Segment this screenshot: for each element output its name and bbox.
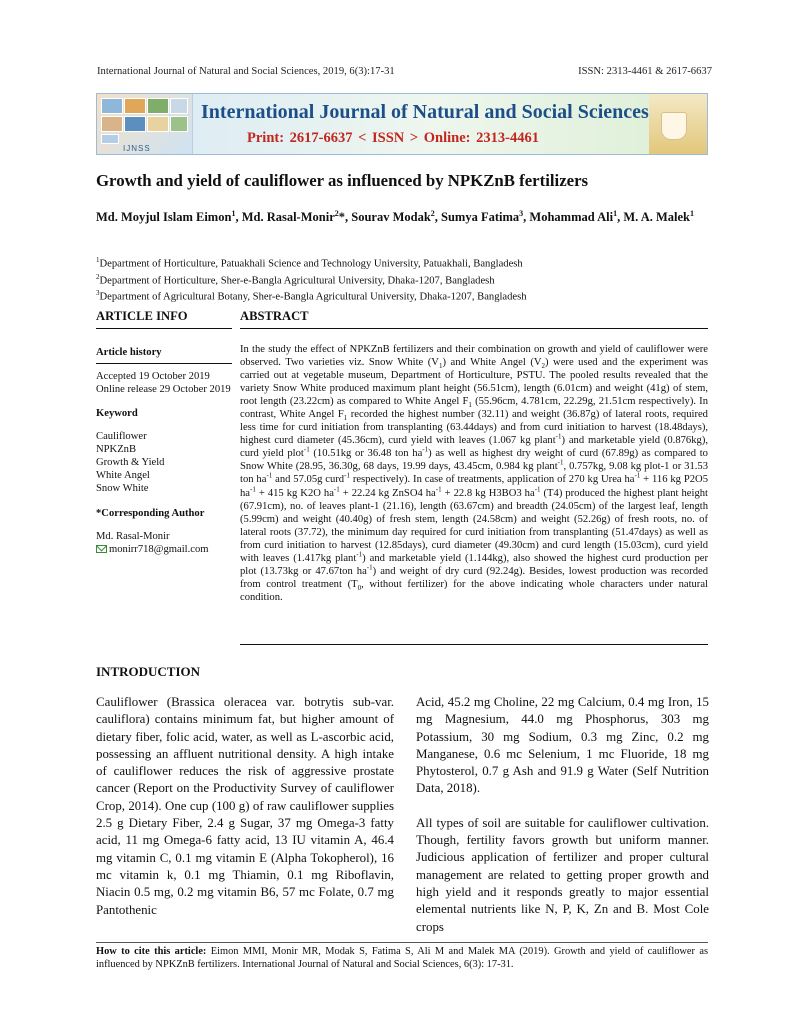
banner-title: International Journal of Natural and Social Sciences xyxy=(201,101,649,123)
article-info-panel xyxy=(96,346,234,556)
corresponding-author-email[interactable]: monirr718@gmail.com xyxy=(109,544,209,555)
keyword-item: Cauliflower xyxy=(96,431,147,442)
running-header-left: International Journal of Natural and Social Sciences, 2019, 6(3):17-31 xyxy=(97,66,395,77)
keyword-item: NPKZnB xyxy=(96,444,137,455)
author-name: Sumya Fatima xyxy=(441,210,520,225)
citation-label: How to cite this article: xyxy=(96,946,207,957)
author-affiliation-mark: 1 xyxy=(613,209,618,218)
divider xyxy=(96,328,232,329)
author-name: Mohammad Ali xyxy=(529,210,614,225)
author-name: M. A. Malek xyxy=(623,210,691,225)
affiliation-item: $^2$Department of Horticulture, Sher-e-Bangla Agricultural University, Dhaka-1207, Bangladesh xyxy=(96,272,495,287)
paragraph: All types of soil are suitable for cauliflower cultivation. Though, fertility favors growth but uniform manner. Judicious application of fertilizer and proper cultural management are related to getting proper growth and high yield and it responds greatly to major essential elemental nutrients like N, P, K, Zn and B. Most Cole crops xyxy=(416,815,709,934)
author-affiliation-mark: 2 xyxy=(430,209,435,218)
divider xyxy=(96,363,232,364)
keyword-item: Growth & Yield xyxy=(96,457,165,468)
divider xyxy=(240,328,708,329)
banner-issn-line: Print: 2617-6637 < ISSN > Online: 2313-4461 xyxy=(247,130,539,146)
author-affiliation-mark: 3 xyxy=(519,209,524,218)
author-affiliation-mark: 2 xyxy=(334,209,339,218)
introduction-heading: INTRODUCTION xyxy=(96,664,201,679)
author-affiliation-mark: 1 xyxy=(690,209,695,218)
author-list: Md. Moyjul Islam Eimon$^1$, Md. Rasal-Monir$^2$*, Sourav Modak$^2$, Sumya Fatima$^3$, Mohammad Ali$^1$, M. A. Malek$^1$ xyxy=(96,209,695,225)
footer-divider xyxy=(96,942,708,943)
journal-logo-collage xyxy=(97,94,193,154)
accepted-date: Accepted 19 October 2019 xyxy=(96,371,210,382)
divider xyxy=(240,644,708,645)
article-history-heading: Article history xyxy=(96,347,162,358)
affiliation-item: $^1$Department of Horticulture, Patuakhali Science and Technology University, Patuakhali, Bangladesh xyxy=(96,256,523,270)
online-release-date: Online release 29 October 2019 xyxy=(96,384,231,395)
author-affiliation-mark: 1 xyxy=(231,209,236,218)
article-info-heading: ARTICLE INFO xyxy=(96,309,188,323)
email-icon xyxy=(96,545,107,553)
running-header-right: ISSN: 2313-4461 & 2617-6637 xyxy=(578,66,712,77)
corresponding-author-name: Md. Rasal-Monir xyxy=(96,531,170,542)
author-name: Sourav Modak xyxy=(351,210,431,225)
corresponding-author-heading: *Corresponding Author xyxy=(96,508,205,519)
keyword-heading: Keyword xyxy=(96,408,138,419)
author-name: Md. Moyjul Islam Eimon xyxy=(96,210,232,225)
citation-footer xyxy=(96,945,708,971)
introduction-right-column xyxy=(416,694,709,936)
paragraph: Acid, 45.2 mg Choline, 22 mg Calcium, 0.4 mg Iron, 15 mg Magnesium, 44.0 mg Phosphorus, 303 mg Potassium, 30 mg Sodium, 0.3 mg Zinc, 0.2 mg Manganese, 0.6 mc Selenium, 1 mc Fluoride, 18 mg Phytosterol, 0.7 g Ash and 91.9 g Water (Self Nutrition Data, 2018). xyxy=(416,695,709,796)
affiliation-item: $^3$Department of Agricultural Botany, Sher-e-Bangla Agricultural University, Dhaka-1207, Bangladesh xyxy=(96,289,527,303)
citation-text: Eimon MMI, Monir MR, Modak S, Fatima S, Ali M and Malek MA (2019). Growth and yield of cauliflower as influenced by NPKZnB fertilizers. International Journal of Natural and Social Sciences, 6(3): 17-31. xyxy=(96,946,709,970)
introduction-left-column xyxy=(96,694,394,919)
paragraph: Cauliflower (Brassica oleracea var. botrytis sub-var. cauliflora) contains minimum fat, but higher amount of dietary fiber, folic acid, water, as well as L-ascorbic acid, possessing an affluent nutritional density. A high intake of cauliflower reduces the risk of aggressive prostate cancer (Report on the Productivity Survey of cauliflower Crop, 2014). One cup (100 g) of raw cauliflower supplies 2.5 g Dietary Fiber, 2.4 g Sugar, 37 mg Omega-3 fatty acid, 11 mg Omega-6 fatty acid, 13 IU vitamin A, 46.4 mg vitamin C, 0.1 mg vitamin E (Alpha Tokopherol), 16 mc vitamin k, 0.1 mg Thiamin, 0.1 mg Riboflavin, Niacin 0.5 mg, 0.2 mg vitamin B6, 57 mc Folate, 0.7 mg Pantothenic xyxy=(96,695,394,917)
keyword-item: Snow White xyxy=(96,483,149,494)
affiliation-list xyxy=(96,254,716,304)
banner-food-image xyxy=(649,94,707,154)
journal-banner xyxy=(96,93,708,155)
corresponding-author-email-row xyxy=(96,543,234,556)
abstract-body: In the study the effect of NPKZnB fertilizers and their combination on growth and yield of cauliflower were observed. Two varieties viz. Snow White $(V_1)$ and White Angel $(V_2)$ were used and the experiment was carried out at vegetable museum, Department of Horticulture, PSTU. The pooled results revealed that the variety Snow White produced maximum plant height (56.51cm), length (6.01cm) and weight (41g) of stem, root length (23.22cm) as compared to White Angel $F_1$ (55.96cm, 4.781cm, 22.29g, 21.51cm respectively). In contrast, White Angel $F_1$ recorded the highest number (32.11) and weight (36.87g) of lateral roots, required less time for curd initiation from transplanting (63.44days) and from curd initiation to harvest (18.48days), highest curd diameter (45.36cm), curd yield with leaves (1.067 kg plant$^{-1}$) and marketable yield (0.876kg), curd yield plot$^{-1}$ (10.51kg or 36.48 ton $ha^{-1}$) as well as highest dry weight of curd (67.89g) as compared to Snow White (28.95, 36.30g, 68 days, 19.99 days, 43.45cm, 0.984 kg plant$^{-1}$, 0.757kg, 9.08 kg plot-1 or 31.53 ton $ha^{-1}$ and 57.05g curd$^{-1}$ respectively). In case of treatments, application of 270 kg Urea $ha^{-1} + 116$ kg P2O5 $ha^{-1} + 415$ kg K2O $ha^{-1} + 22.24$ kg ZnSO4 $ha^{-1} + 22.8$ kg H3BO3 $ha^{-1}$ (T4) produced the highest plant height (67.91cm), no. of leaves plant-1 (21.16), length (63.67cm) and breadth (24.05cm) of the largest leaf, length (5.99cm) and weight (40.40g) of fresh stem, length (24.58cm) and weight (52.26g) of fresh roots, no. of lateral roots (37.72), the minimum day required for curd initiation from transplanting (51.47days) as well as from curd initiation to harvest (12.85days), curd diameter (49.30cm) and curd length (15.03cm), curd yield with leaves (1.417kg plant$^{-1}$) and marketable yield (1.144kg), also showed the highest curd production per plot (13.73kg or 47.67ton $ha^{-1}$) and weight of dry curd (92.24g). Besides, lowest production was recorded from control treatment ($T_0$, without fertilizer) for the above indicating whole characters under natural condition. xyxy=(240,344,709,603)
journal-logo-text: IJNSS xyxy=(123,144,151,153)
author-name: Md. Rasal-Monir xyxy=(241,210,335,225)
abstract-heading: ABSTRACT xyxy=(240,309,309,323)
keyword-item: White Angel xyxy=(96,470,150,481)
paper-title: Growth and yield of cauliflower as influenced by NPKZnB fertilizers xyxy=(96,171,589,190)
